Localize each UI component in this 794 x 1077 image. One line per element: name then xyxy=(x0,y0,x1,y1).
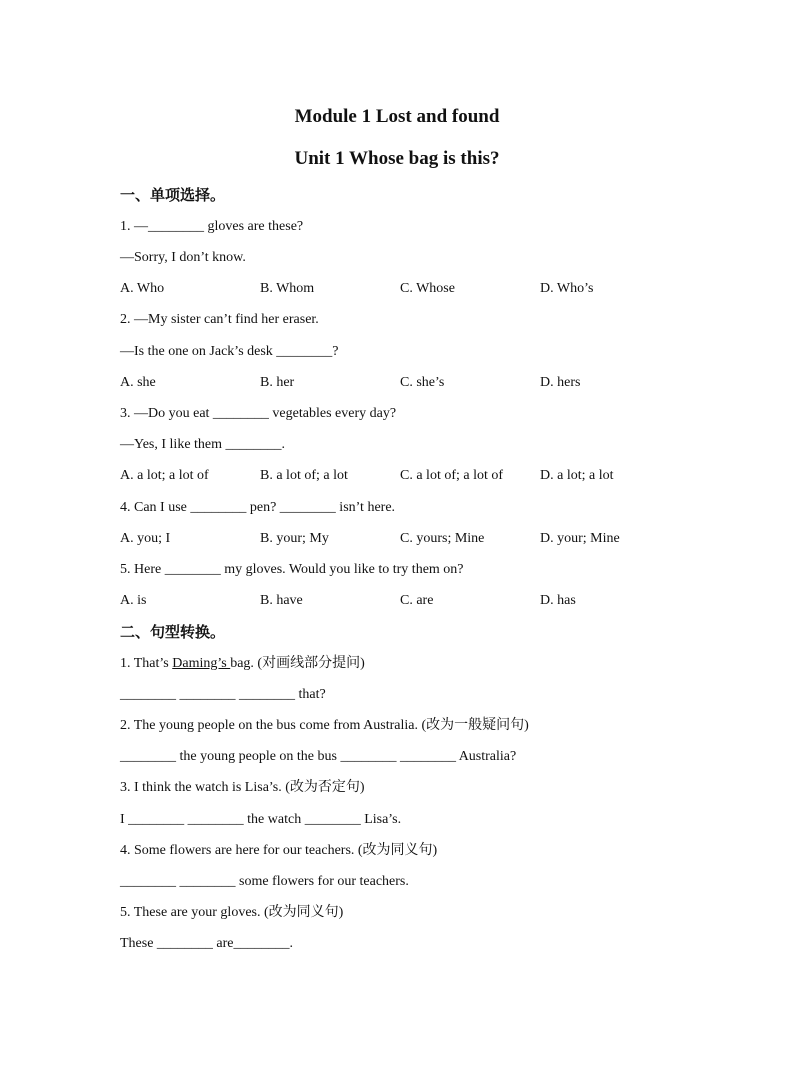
s5-answer-line: These ________ are________. xyxy=(120,936,294,951)
s4-answer-line: ________ ________ some flowers for our teachers. xyxy=(120,874,409,889)
section2-heading: 二、句型转换。 xyxy=(120,623,226,641)
q4-option-a: A. you; I xyxy=(120,531,171,546)
unit-title: Unit 1 Whose bag is this? xyxy=(294,148,500,169)
q1-response: —Sorry, I don’t know. xyxy=(120,250,246,265)
q5-option-c: C. are xyxy=(400,593,434,608)
module-title: Module 1 Lost and found xyxy=(294,106,500,127)
s5-question: 5. These are your gloves. (改为同义句) xyxy=(120,905,344,920)
q4-option-b: B. your; My xyxy=(260,531,329,546)
q1-option-d: D. Who’s xyxy=(540,281,594,296)
q2-option-b: B. her xyxy=(260,375,295,390)
q3-response: —Yes, I like them ________. xyxy=(120,437,286,452)
q3-option-b: B. a lot of; a lot xyxy=(260,468,348,483)
q5-option-b: B. have xyxy=(260,593,303,608)
q5-option-a: A. is xyxy=(120,593,147,608)
q3-option-c: C. a lot of; a lot of xyxy=(400,468,504,483)
q3-question: 3. —Do you eat ________ vegetables every day? xyxy=(120,406,397,421)
q1-option-c: C. Whose xyxy=(400,281,455,296)
q5-option-d: D. has xyxy=(540,593,576,608)
q4-option-d: D. your; Mine xyxy=(540,531,620,546)
s1-prefix: 1. That’s xyxy=(120,656,173,671)
q3-option-d: D. a lot; a lot xyxy=(540,468,614,483)
section1-heading: 一、单项选择。 xyxy=(120,186,226,204)
q1-question: 1. —________ gloves are these? xyxy=(120,219,304,234)
q4-question: 4. Can I use ________ pen? ________ isn’t here. xyxy=(120,500,396,515)
s1-answer-line: ________ ________ ________ that? xyxy=(120,687,326,702)
s3-answer-line: I ________ ________ the watch ________ Lisa’s. xyxy=(120,812,402,827)
s2-question: 2. The young people on the bus come from Australia. (改为一般疑问句) xyxy=(120,718,529,733)
q3-option-a: A. a lot; a lot of xyxy=(120,468,209,483)
s1-suffix: bag. (对画线部分提问) xyxy=(230,656,365,671)
s1-underlined-word: Daming’s xyxy=(172,656,231,671)
q2-option-d: D. hers xyxy=(540,375,581,390)
s4-question: 4. Some flowers are here for our teachers. (改为同义句) xyxy=(120,843,438,858)
q4-option-c: C. yours; Mine xyxy=(400,531,485,546)
q2-question: 2. —My sister can’t find her eraser. xyxy=(120,312,319,327)
q2-option-a: A. she xyxy=(120,375,156,390)
q1-option-a: A. Who xyxy=(120,281,165,296)
q5-question: 5. Here ________ my gloves. Would you like to try them on? xyxy=(120,562,464,577)
q2-option-c: C. she’s xyxy=(400,375,445,390)
s2-answer-line: ________ the young people on the bus ________ ________ Australia? xyxy=(120,749,517,764)
s3-question: 3. I think the watch is Lisa’s. (改为否定句) xyxy=(120,780,365,795)
s1-question xyxy=(120,655,365,673)
q1-option-b: B. Whom xyxy=(260,281,315,296)
q2-response: —Is the one on Jack’s desk ________? xyxy=(120,344,339,359)
